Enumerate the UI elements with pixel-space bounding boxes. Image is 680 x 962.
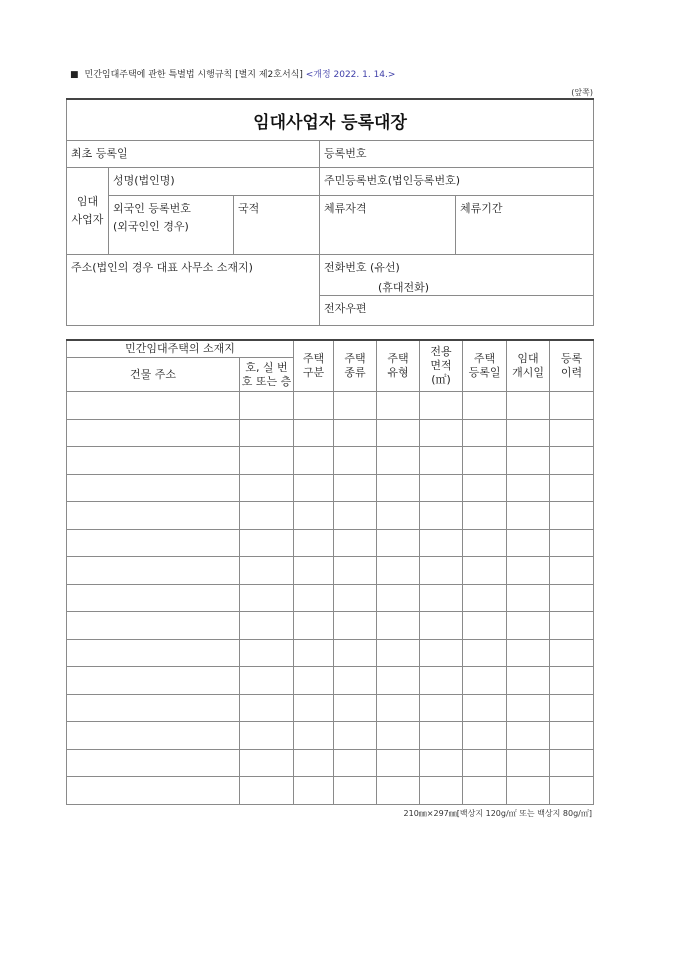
col-header-rental-start-date: 임대 개시일 [507,340,550,392]
table-cell[interactable] [240,749,294,777]
page-side-label: (앞쪽) [571,88,593,97]
table-cell[interactable] [240,612,294,640]
table-cell[interactable] [240,584,294,612]
table-cell[interactable] [294,749,334,777]
table-cell[interactable] [550,584,594,612]
table-cell[interactable] [67,557,240,585]
table-cell[interactable] [294,584,334,612]
table-cell[interactable] [377,667,420,695]
table-cell[interactable] [420,777,463,805]
table-cell[interactable] [240,529,294,557]
name-label: 성명(법인명) [113,174,175,187]
table-cell[interactable] [420,639,463,667]
col-header-housing-kind: 주택 종류 [334,340,377,392]
table-cell[interactable] [507,557,550,585]
table-cell[interactable] [377,749,420,777]
table-cell[interactable] [67,667,240,695]
table-cell[interactable] [507,474,550,502]
phone-landline-label: 전화번호 (유선) [324,261,400,274]
table-cell[interactable] [334,584,377,612]
table-cell[interactable] [67,777,240,805]
table-cell[interactable] [240,557,294,585]
lessor-label-line2: 사업자 [71,213,104,226]
table-cell[interactable] [377,529,420,557]
stay-period-label: 체류기간 [460,202,503,215]
table-row [67,667,594,695]
foreign-registration-field[interactable] [109,196,234,255]
form-reference: 민간임대주택에 관한 특별법 시행규칙 [별지 제2호서식] [84,70,303,80]
table-cell[interactable] [507,667,550,695]
resident-number-field[interactable] [320,168,594,196]
table-cell[interactable] [294,667,334,695]
table-cell[interactable] [67,722,240,750]
table-cell[interactable] [240,639,294,667]
col-header-exclusive-area: 전용 면적 (㎡) [420,340,463,392]
housing-location-header: 민간임대주택의 소재지 [67,340,294,358]
table-cell[interactable] [67,529,240,557]
table-cell[interactable] [420,392,463,420]
registration-number-field[interactable] [320,141,594,168]
table-cell[interactable] [67,612,240,640]
table-row [67,502,594,530]
table-cell[interactable] [507,447,550,475]
table-cell[interactable] [463,777,507,805]
table-cell[interactable] [463,694,507,722]
table-cell[interactable] [420,612,463,640]
table-cell[interactable] [550,667,594,695]
table-cell[interactable] [507,694,550,722]
col-header-unit-floor: 호, 실 번 호 또는 층 [240,358,294,392]
table-cell[interactable] [67,474,240,502]
table-cell[interactable] [334,392,377,420]
resident-number-label: 주민등록번호(법인등록번호) [324,174,461,187]
table-cell[interactable] [550,474,594,502]
table-cell[interactable] [294,557,334,585]
table-cell[interactable] [550,694,594,722]
table-cell[interactable] [463,639,507,667]
table-cell[interactable] [550,419,594,447]
table-cell[interactable] [294,639,334,667]
table-row [67,749,594,777]
table-row [67,722,594,750]
nationality-field[interactable] [234,196,320,255]
table-cell[interactable] [507,777,550,805]
table-cell[interactable] [67,639,240,667]
foreign-registration-label: 외국인 등록번호 [113,202,191,215]
table-cell[interactable] [294,502,334,530]
table-cell[interactable] [507,639,550,667]
table-cell[interactable] [420,722,463,750]
table-row [67,392,594,420]
table-cell[interactable] [463,474,507,502]
table-row [67,639,594,667]
table-cell[interactable] [377,694,420,722]
table-cell[interactable] [334,419,377,447]
registrant-info-table [66,98,594,326]
table-cell[interactable] [294,777,334,805]
table-cell[interactable] [463,612,507,640]
stay-status-field[interactable] [320,196,456,255]
table-cell[interactable] [67,502,240,530]
table-cell[interactable] [507,612,550,640]
address-label: 주소(법인의 경우 대표 사무소 소재지) [71,261,253,274]
address-field[interactable] [67,255,320,326]
table-cell[interactable] [377,392,420,420]
table-cell[interactable] [240,777,294,805]
table-cell[interactable] [550,639,594,667]
table-cell[interactable] [294,447,334,475]
registration-number-label: 등록번호 [324,147,367,160]
table-cell[interactable] [334,474,377,502]
email-field[interactable] [320,296,594,326]
table-cell[interactable] [463,749,507,777]
table-cell[interactable] [377,612,420,640]
table-cell[interactable] [67,419,240,447]
table-cell[interactable] [377,502,420,530]
paper-spec-footer: 210㎜×297㎜[백상지 120g/㎡ 또는 백상지 80g/㎡] [403,809,592,818]
name-field[interactable] [109,168,320,196]
table-cell[interactable] [550,557,594,585]
table-cell[interactable] [334,722,377,750]
nationality-label: 국적 [238,202,260,215]
table-cell[interactable] [334,447,377,475]
table-cell[interactable] [240,722,294,750]
table-cell[interactable] [377,722,420,750]
table-cell[interactable] [240,392,294,420]
foreign-registration-note: (외국인인 경우) [113,220,189,233]
table-cell[interactable] [67,694,240,722]
table-cell[interactable] [507,529,550,557]
table-cell[interactable] [463,419,507,447]
table-cell[interactable] [67,584,240,612]
table-cell[interactable] [507,749,550,777]
table-cell[interactable] [377,557,420,585]
col-header-housing-reg-date: 주택 등록일 [463,340,507,392]
table-cell[interactable] [463,722,507,750]
revision-note: <개정 2022. 1. 14.> [305,70,396,80]
stay-period-field[interactable] [456,196,594,255]
table-cell[interactable] [377,777,420,805]
table-cell[interactable] [240,694,294,722]
lessor-section-label [67,168,109,255]
table-cell[interactable] [463,584,507,612]
table-cell[interactable] [240,474,294,502]
page-title: 임대사업자 등록대장 [67,99,594,141]
col-header-housing-type: 주택 유형 [377,340,420,392]
table-cell[interactable] [377,639,420,667]
table-row [67,529,594,557]
phone-field[interactable] [320,255,594,296]
first-registration-date-label: 최초 등록일 [71,147,128,160]
table-row [67,447,594,475]
table-cell[interactable] [294,722,334,750]
table-cell[interactable] [463,447,507,475]
table-cell[interactable] [334,639,377,667]
table-cell[interactable] [463,667,507,695]
col-header-registration-history: 등록 이력 [550,340,594,392]
lessor-label-line1: 임대 [76,195,99,208]
table-cell[interactable] [550,777,594,805]
table-cell[interactable] [240,419,294,447]
table-cell[interactable] [294,392,334,420]
table-row [67,419,594,447]
table-cell[interactable] [420,557,463,585]
table-cell[interactable] [420,502,463,530]
table-row [67,612,594,640]
table-cell[interactable] [377,584,420,612]
table-row [67,777,594,805]
table-cell[interactable] [240,447,294,475]
table-cell[interactable] [507,584,550,612]
stay-status-label: 체류자격 [324,202,367,215]
table-cell[interactable] [420,749,463,777]
table-row [67,474,594,502]
table-cell[interactable] [334,667,377,695]
table-cell[interactable] [463,557,507,585]
table-cell[interactable] [294,694,334,722]
table-cell[interactable] [550,749,594,777]
form-header [70,67,395,80]
table-cell[interactable] [334,529,377,557]
table-cell[interactable] [377,447,420,475]
table-cell[interactable] [67,392,240,420]
table-cell[interactable] [420,529,463,557]
table-row [67,584,594,612]
table-cell[interactable] [67,749,240,777]
table-cell[interactable] [550,722,594,750]
table-cell[interactable] [550,447,594,475]
table-cell[interactable] [240,667,294,695]
table-row [67,557,594,585]
table-cell[interactable] [377,419,420,447]
email-label: 전자우편 [324,302,367,315]
table-cell[interactable] [240,502,294,530]
table-cell[interactable] [507,502,550,530]
table-cell[interactable] [294,529,334,557]
table-cell[interactable] [463,502,507,530]
table-cell[interactable] [507,419,550,447]
col-header-building-address: 건물 주소 [67,358,240,392]
table-cell[interactable] [550,529,594,557]
table-cell[interactable] [550,392,594,420]
table-cell[interactable] [507,392,550,420]
table-cell[interactable] [294,612,334,640]
square-bullet-icon: ■ [70,70,79,80]
table-cell[interactable] [507,722,550,750]
phone-mobile-label: (휴대전화) [378,281,430,294]
table-cell[interactable] [294,474,334,502]
table-cell[interactable] [334,749,377,777]
table-cell[interactable] [420,474,463,502]
table-cell[interactable] [294,419,334,447]
table-cell[interactable] [334,557,377,585]
table-cell[interactable] [463,392,507,420]
table-cell[interactable] [334,694,377,722]
table-cell[interactable] [420,694,463,722]
table-cell[interactable] [377,474,420,502]
table-row [67,694,594,722]
table-cell[interactable] [334,612,377,640]
table-cell[interactable] [334,502,377,530]
rental-housing-table [66,339,594,805]
table-cell[interactable] [334,777,377,805]
col-header-housing-category: 주택 구분 [294,340,334,392]
first-registration-date-field[interactable] [67,141,320,168]
table-cell[interactable] [67,447,240,475]
table-cell[interactable] [420,667,463,695]
table-cell[interactable] [550,612,594,640]
table-cell[interactable] [420,419,463,447]
table-cell[interactable] [550,502,594,530]
table-cell[interactable] [420,584,463,612]
table-cell[interactable] [463,529,507,557]
table-cell[interactable] [420,447,463,475]
